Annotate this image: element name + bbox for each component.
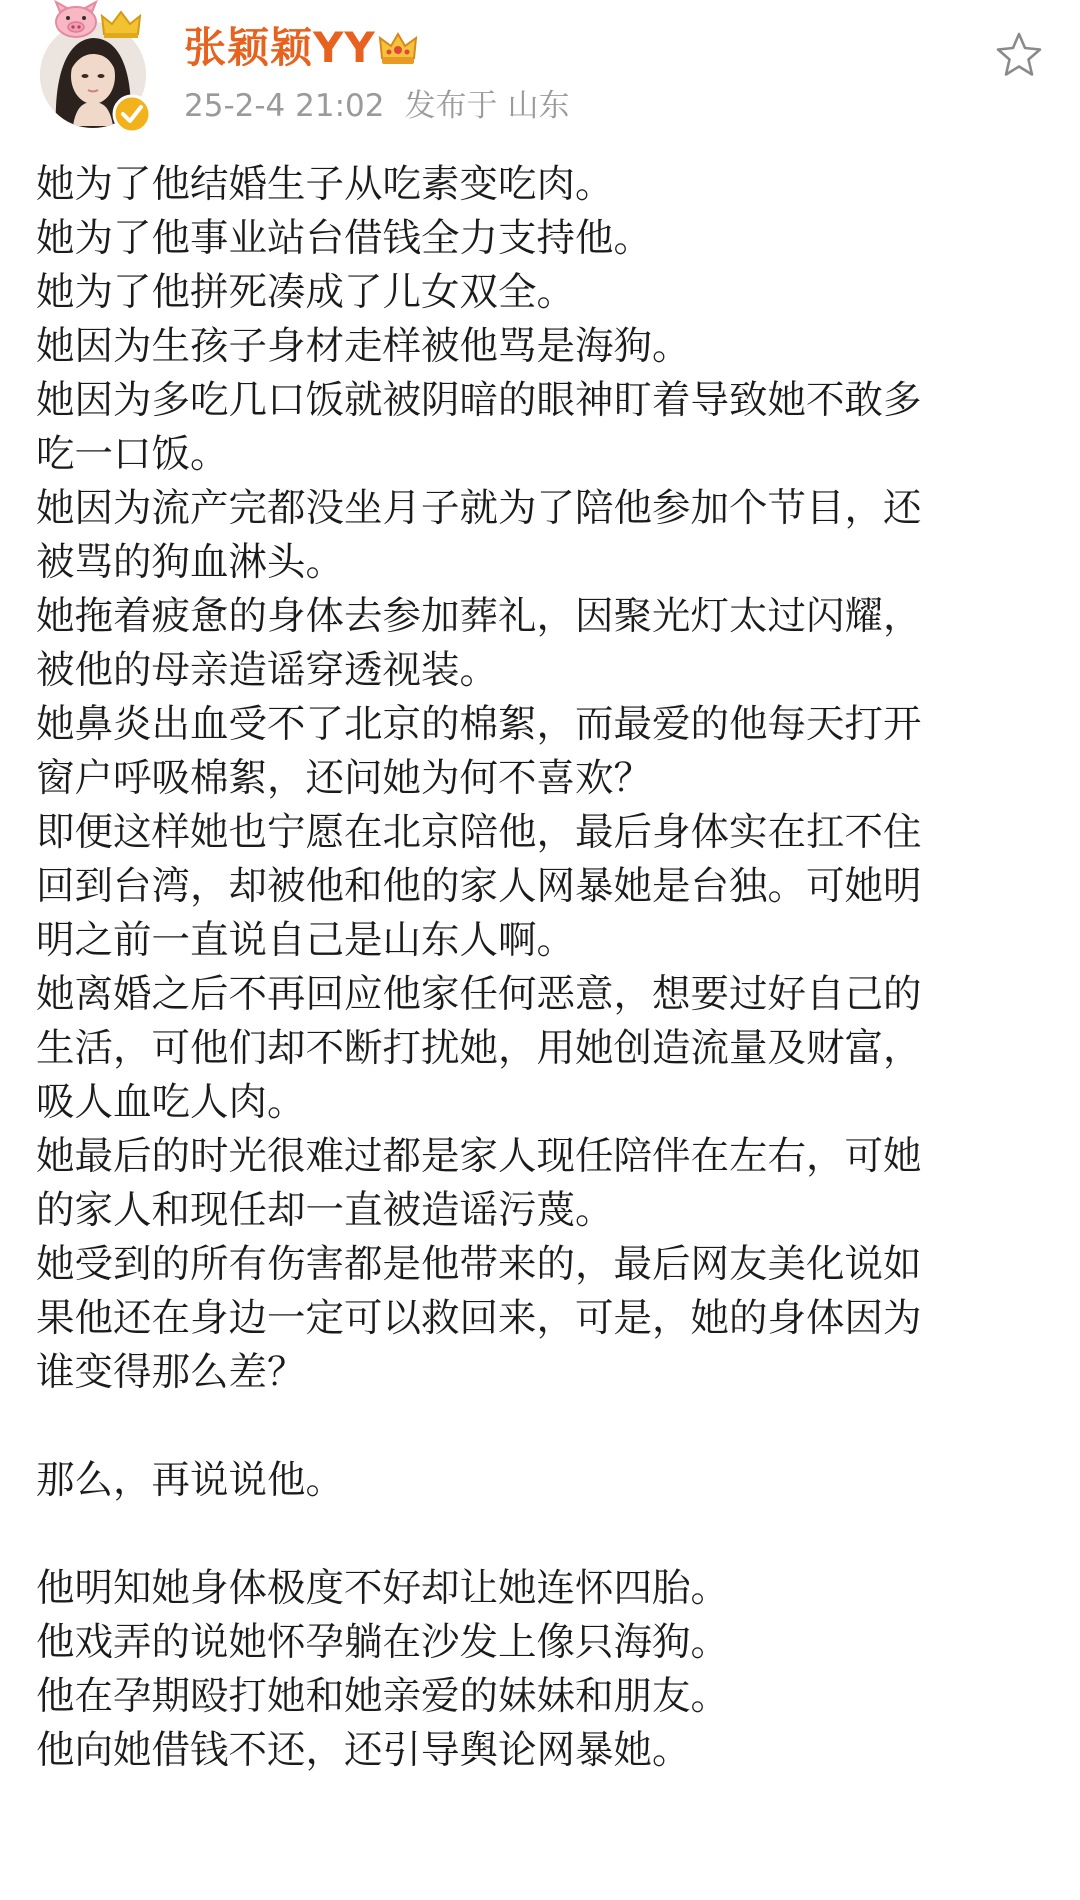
blank-line <box>36 1508 1046 1562</box>
post-line: 谁变得那么差？ <box>36 1350 306 1395</box>
post-line: 窗户呼吸棉絮，还问她为何不喜欢？ <box>36 756 653 801</box>
post-location: 山东 <box>507 88 570 124</box>
post-line: 那么，再说说他。 <box>36 1458 345 1503</box>
post-line: 吃一口饭。 <box>36 432 229 477</box>
blank-line <box>36 1400 1046 1454</box>
post-line: 果他还在身边一定可以救回来，可是，她的身体因为 <box>36 1296 922 1341</box>
pig-badge-icon <box>48 0 104 40</box>
location-prefix: 发布于 <box>404 88 498 124</box>
post-line: 她受到的所有伤害都是他带来的，最后网友美化说如 <box>36 1242 922 1287</box>
verified-icon <box>112 94 152 134</box>
post-meta <box>184 86 589 126</box>
vip-crown-icon <box>376 26 420 70</box>
post-line: 她因为流产完都没坐月子就为了陪他参加个节目，还 <box>36 486 922 531</box>
post-line: 他向她借钱不还，还引导舆论网暴她。 <box>36 1728 691 1773</box>
post-line: 她拖着疲惫的身体去参加葬礼，因聚光灯太过闪耀， <box>36 594 922 639</box>
post-line: 被骂的狗血淋头。 <box>36 540 345 585</box>
post-line: 明之前一直说自己是山东人啊。 <box>36 918 576 963</box>
post-line: 生活，可他们却不断打扰她，用她创造流量及财富， <box>36 1026 922 1071</box>
post-line: 他戏弄的说她怀孕躺在沙发上像只海狗。 <box>36 1620 730 1665</box>
post-line: 她因为生孩子身材走样被他骂是海狗。 <box>36 324 691 369</box>
post-body <box>36 158 1046 1778</box>
post-line: 即便这样她也宁愿在北京陪他，最后身体实在扛不住 <box>36 810 922 855</box>
post-line: 的家人和现任却一直被造谣污蔑。 <box>36 1188 614 1233</box>
post-line: 他明知她身体极度不好却让她连怀四胎。 <box>36 1566 730 1611</box>
post-line: 她离婚之后不再回应他家任何恶意，想要过好自己的 <box>36 972 922 1017</box>
post-line: 她鼻炎出血受不了北京的棉絮，而最爱的他每天打开 <box>36 702 922 747</box>
post-line: 吸人血吃人肉。 <box>36 1080 306 1125</box>
post-line: 她为了他结婚生子从吃素变吃肉。 <box>36 162 614 207</box>
post-line: 她为了他事业站台借钱全力支持他。 <box>36 216 653 261</box>
post-line: 她因为多吃几口饭就被阴暗的眼神盯着导致她不敢多 <box>36 378 922 423</box>
post-line: 回到台湾，却被他和他的家人网暴她是台独。可她明 <box>36 864 922 909</box>
crown-badge-icon <box>100 8 142 40</box>
post-line: 她为了他拼死凑成了儿女双全。 <box>36 270 576 315</box>
post-timestamp: 25-2-4 21:02 <box>184 88 385 124</box>
post-line: 她最后的时光很难过都是家人现任陪伴在左右，可她 <box>36 1134 922 1179</box>
star-icon[interactable] <box>994 30 1044 80</box>
username[interactable]: 张颖颖YY <box>184 23 376 72</box>
post-line: 他在孕期殴打她和她亲爱的妹妹和朋友。 <box>36 1674 730 1719</box>
post-line: 被他的母亲造谣穿透视装。 <box>36 648 499 693</box>
post-header <box>0 0 1080 150</box>
